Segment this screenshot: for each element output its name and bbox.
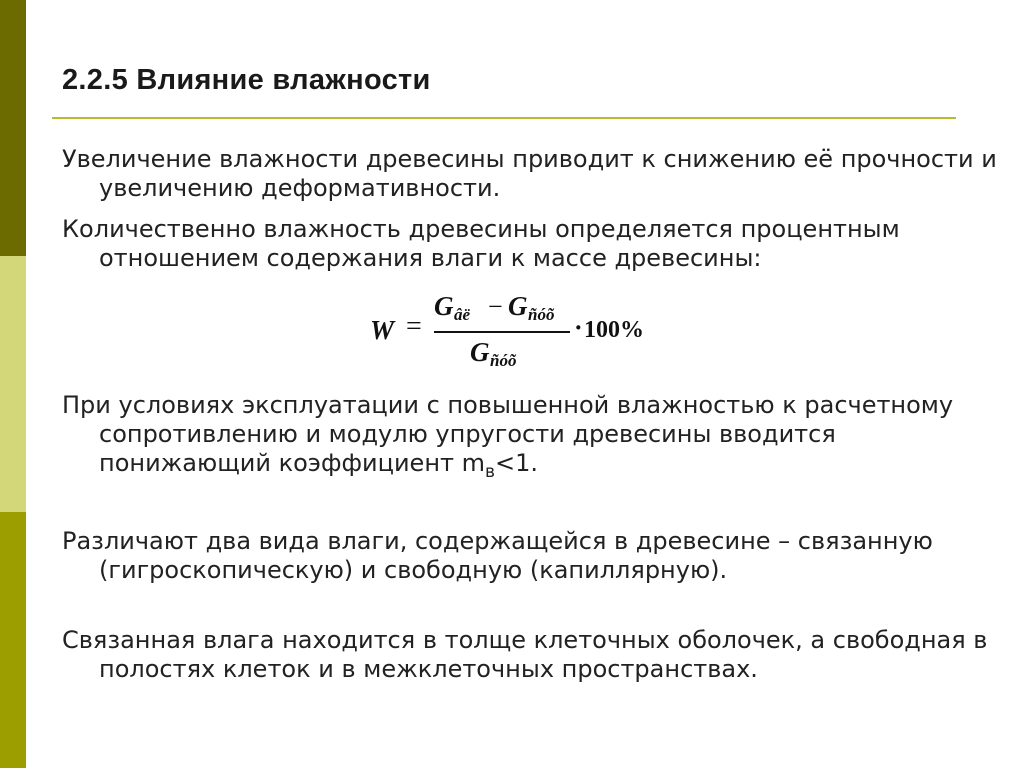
formula-denominator-g: G (470, 337, 490, 367)
paragraph-moisture-definition: Количественно влажность древесины определяется процентным отношением содержания влаги к массе древесины: (62, 215, 900, 272)
sidebar-segment-top (0, 0, 26, 256)
formula-fraction-bar (434, 331, 570, 333)
paragraph-strength: Увеличение влажности древесины приводит к снижению её прочности и увеличению деформативности. (62, 145, 997, 202)
title-divider (52, 117, 956, 119)
coefficient-subscript: в (485, 461, 496, 482)
sidebar-segment-middle (0, 256, 26, 512)
formula-multiply: · (574, 313, 583, 342)
sidebar-decoration (0, 0, 26, 768)
formula-factor: 100% (584, 317, 644, 343)
slide-title: 2.2.5 Влияние влажности (62, 64, 431, 96)
sidebar-segment-bottom (0, 512, 26, 768)
formula-equals: = (406, 311, 422, 342)
formula-numerator-sub1: âë (454, 305, 471, 324)
paragraph-moisture-types: Различают два вида влаги, содержащейся в древесине – связанную (гигроскопическую) и свободную (капиллярную). (62, 527, 933, 584)
coefficient-tail: <1. (495, 449, 539, 477)
formula-numerator-sub2: ñóõ (528, 305, 555, 324)
formula-lhs: W (370, 315, 395, 345)
formula-minus: − (488, 292, 503, 321)
formula-denominator-sub: ñóõ (490, 351, 517, 370)
paragraph-coefficient (62, 391, 999, 487)
coefficient-text: При условиях эксплуатации с повышенной влажностью к расчетному сопротивлению и модулю упругости древесины вводится понижающий коэффициент m (62, 391, 954, 477)
moisture-formula (370, 293, 670, 373)
formula-numerator-g1: G (434, 291, 454, 321)
formula-numerator-g2: G (508, 291, 528, 321)
paragraph-moisture-location: Связанная влага находится в толще клеточных оболочек, а свободная в полостях клеток и в межклеточных пространствах. (62, 626, 988, 683)
